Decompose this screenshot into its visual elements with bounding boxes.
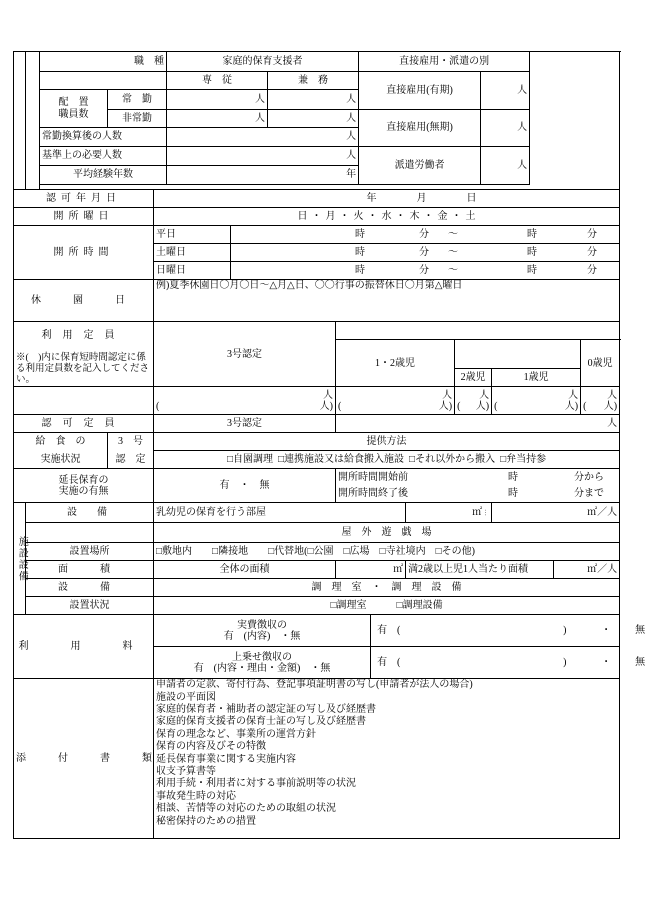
meals-option-lunchbox: □弁当持参 <box>500 454 547 466</box>
capacity-age0-header: 0歳児 <box>581 340 620 387</box>
blank-area <box>530 52 620 72</box>
nursery-room-per-child: ㎡／人 <box>492 503 620 523</box>
capacity-note: ※( )内に保育短時間認定に係る利用定員数を記入してください。 <box>16 353 150 386</box>
hours-row-saturday: 土曜日 <box>154 244 231 262</box>
holidays-value: 例)夏季休園日〇月〇日～△月△日、〇〇行事の振替休日〇月第△曜日 <box>154 280 620 322</box>
per-child-area-value: ㎡／人 <box>554 561 620 579</box>
blank-area <box>530 166 620 185</box>
attachment-item: 利用手続・利用者に対する事前説明等の状況 <box>156 778 356 790</box>
approved-capacity-value: 人 <box>336 415 620 433</box>
attachment-item: 延長保育事業に関する実施内容 <box>156 753 296 765</box>
open-days-label: 開所曜日 <box>14 208 154 226</box>
attachment-item: 秘密保持のための措置 <box>156 815 256 827</box>
direct-fixed-unit: 人 <box>481 72 530 110</box>
attachments-label: 添 付 書 類 <box>14 679 154 839</box>
blank-cell <box>26 523 154 543</box>
actual-cost-label: 実費徴収の 有 (内容) ・無 <box>154 615 371 647</box>
day-mon: 月 <box>325 210 336 222</box>
direct-open-label: 直接雇用(無期) <box>359 110 481 147</box>
install-label: 設置状況 <box>26 597 154 615</box>
job-type-header: 職 種 <box>40 52 167 72</box>
extended-start-row: 開所時間開始前 時 分から <box>336 469 620 486</box>
year-unit: 年 <box>366 192 377 204</box>
regular-parttime-value: 人 <box>268 90 359 110</box>
capacity-label: 利用定員 <box>41 330 126 341</box>
facility-group-label: 施設設備 <box>16 535 28 582</box>
direct-open-unit: 人 <box>481 110 530 147</box>
fte-label: 常勤換算後の人数 <box>40 128 167 147</box>
home-supporter-header: 家庭的保育支援者 <box>167 52 359 72</box>
meals-label-line2: 実施状況 <box>14 451 108 469</box>
attachment-item: 申請者の定款、寄付行為、登記事項証明書の写し(申請者が法人の場合) <box>156 679 473 691</box>
holidays-label: 休 園 日 <box>14 280 154 322</box>
capacity-cert3-value: 人 ( 人) <box>154 387 336 415</box>
avg-years-value: 年 <box>167 166 359 185</box>
attachment-item: 保育の内容及びその特徴 <box>156 741 266 753</box>
day-thu: 木 <box>409 210 420 222</box>
blank-cell <box>455 340 581 369</box>
meals-cert-line2: 認 定 <box>108 451 154 469</box>
extended-label: 延長保育の 実施の有無 <box>14 469 154 503</box>
capacity-age2-value: 人 ( 人) <box>455 387 492 415</box>
meals-cert-line1: 3 号 <box>108 433 154 451</box>
capacity-age12-header: 1・2歳児 <box>336 340 455 387</box>
actual-cost-value: 有 ( ) ・ 無 <box>371 615 620 647</box>
nursery-room-area: ㎡︙ <box>406 503 492 523</box>
approval-date-value <box>154 190 620 208</box>
blank-area <box>530 147 620 166</box>
capacity-label-cell <box>14 322 154 387</box>
approval-date-label: 認可年月日 <box>14 190 154 208</box>
fte-value: 人 <box>167 128 359 147</box>
capacity-age12-value: 人 ( 人) <box>336 387 455 415</box>
attachment-item: 収支予算書等 <box>156 766 216 778</box>
nursery-room-label: 乳幼児の保育を行う部屋 <box>154 503 406 523</box>
meals-option-other: □それ以外から搬入 <box>409 454 496 466</box>
hours-row-weekday: 平日 <box>154 226 231 244</box>
attachment-item: 家庭的保育者・補助者の認定証の写し及び経歴書 <box>156 704 376 715</box>
parttime-header: 兼 務 <box>268 72 359 90</box>
attachment-item: 施設の平面図 <box>156 691 216 703</box>
placement-label <box>40 90 108 128</box>
hours-saturday-value: 時 分 ～ 時 分 <box>231 244 620 262</box>
blank-area <box>530 90 620 110</box>
nonregular-parttime-value: 人 <box>268 110 359 128</box>
dispatch-label: 派遣労働者 <box>359 147 481 185</box>
install-options: □調理室 □調理設備 <box>154 597 620 615</box>
month-unit: 月 <box>416 192 427 204</box>
avg-years-label: 平均経験年数 <box>40 166 167 185</box>
regular-fulltime-value: 人 <box>167 90 268 110</box>
per-child-area-label: 満2歳以上児1人当たり面積 <box>406 561 554 579</box>
required-value: 人 <box>167 147 359 166</box>
day-tue: 火 <box>353 210 364 222</box>
surcharge-value: 有 ( ) ・ 無 <box>371 647 620 679</box>
hours-row-sunday: 日曜日 <box>154 262 231 280</box>
meals-method-header: 提供方法 <box>154 433 620 451</box>
approved-capacity-cert3: 3号認定 <box>154 415 336 433</box>
open-hours-label: 開所時間 <box>14 226 154 280</box>
meals-option-own-kitchen: □自園調理 <box>226 454 273 466</box>
surcharge-label: 上乗せ徴収の 有 (内容・理由・金額) ・無 <box>154 647 371 679</box>
day-sun: 日 <box>297 210 308 222</box>
capacity-age1-value: 人 ( 人) <box>492 387 581 415</box>
required-label: 基準上の必要人数 <box>40 147 167 166</box>
meals-options <box>154 451 620 469</box>
capacity-age0-value: 人 ( 人) <box>581 387 620 415</box>
fees-label: 利 用 料 <box>14 615 154 679</box>
attachment-item: 相談、苦情等の対応のための取組の状況 <box>156 803 336 815</box>
left-margin-cell <box>14 52 26 190</box>
facility-group-label-cell <box>14 503 26 615</box>
open-days-value: 日 ・ 月 ・ 火 ・ 水 ・ 木 ・ 金 ・ 土 <box>154 208 620 226</box>
total-area-value: ㎡ <box>336 561 406 579</box>
nonregular-label: 非常勤 <box>108 110 167 128</box>
indent-cell <box>26 52 40 190</box>
blank-cell <box>40 72 167 90</box>
application-form-table <box>13 51 645 839</box>
extended-end-row: 開所時間終了後 時 分まで <box>336 486 620 503</box>
hours-weekday-value: 時 分 ～ 時 分 <box>231 226 620 244</box>
capacity-cert3-header: 3号認定 <box>154 322 336 387</box>
placed-text: 配 置 <box>58 97 89 109</box>
employment-type-header: 直接雇用・派遣の別 <box>359 52 530 72</box>
day-sat: 土 <box>465 210 476 222</box>
outdoor-play-header: 屋 外 遊 戯 場 <box>154 523 620 543</box>
blank-cell <box>336 322 581 340</box>
direct-fixed-label: 直接雇用(有期) <box>359 72 481 110</box>
location-label: 設置場所 <box>26 543 154 561</box>
day-unit: 日 <box>466 192 477 204</box>
blank-cell <box>581 322 620 340</box>
capacity-age2-header: 2歳児 <box>455 369 492 387</box>
approved-capacity-label: 認可定員 <box>14 415 154 433</box>
facility-equipment-label: 設 備 <box>26 503 154 523</box>
location-options: □敷地内 □隣接地 □代替地(□公園 □広場 □寺社境内 □その他) <box>154 543 620 561</box>
staff-count-text: 職員数 <box>58 108 89 120</box>
blank-cell <box>14 387 154 415</box>
dispatch-unit: 人 <box>481 147 530 185</box>
attachment-item: 保育の理念など、事業所の運営方針 <box>156 728 316 740</box>
attachments-list <box>154 679 620 839</box>
blank-area <box>530 110 620 128</box>
hours-sunday-value: 時 分 ～ 時 分 <box>231 262 620 280</box>
nonregular-fulltime-value: 人 <box>167 110 268 128</box>
blank-area <box>530 72 620 90</box>
attachment-item: 事故発生時の対応 <box>156 790 236 802</box>
total-area-label: 全体の面積 <box>154 561 336 579</box>
regular-label: 常 勤 <box>108 90 167 110</box>
extended-yes-no: 有 ・ 無 <box>154 469 336 503</box>
day-fri: 金 <box>437 210 448 222</box>
meals-option-partner: □連携施設又は給食搬入施設 <box>278 454 405 466</box>
kitchen-header: 調 理 室 ・ 調 理 設 備 <box>154 579 620 597</box>
attachment-item: 家庭的保育支援者の保育士証の写し及び経歴書 <box>156 716 366 728</box>
day-wed: 水 <box>381 210 392 222</box>
meals-label-line1: 給 食 の <box>14 433 108 451</box>
area-label: 面 積 <box>26 561 154 579</box>
facility-equipment2-label: 設 備 <box>26 579 154 597</box>
capacity-age1-header: 1歳児 <box>492 369 581 387</box>
fulltime-header: 専 従 <box>167 72 268 90</box>
blank-area <box>530 128 620 147</box>
